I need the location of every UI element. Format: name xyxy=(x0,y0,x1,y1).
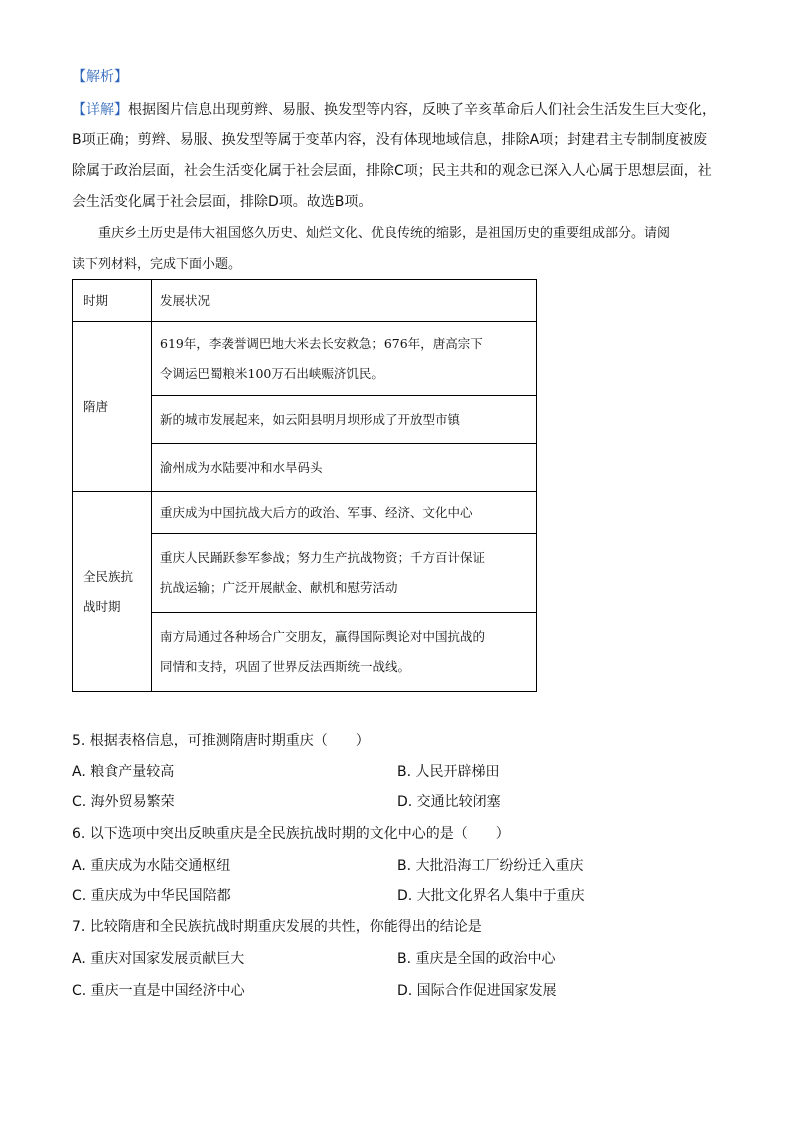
question-5-option-a[interactable]: A. 粮食产量较高 xyxy=(72,764,175,780)
question-6-option-b[interactable]: B. 大批沿海工厂纷纷迁入重庆 xyxy=(397,858,584,874)
table-row xyxy=(73,322,537,396)
header-status: 发展状况 xyxy=(152,280,537,322)
detail-tag: 【详解】 xyxy=(72,102,128,118)
question-7-option-b[interactable]: B. 重庆是全国的政治中心 xyxy=(397,951,556,967)
cell-line: 南方局通过各种场合广交朋友，赢得国际舆论对中国抗战的 xyxy=(160,629,486,644)
question-6-option-c[interactable]: C. 重庆成为中华民国陪都 xyxy=(72,888,231,904)
question-7-option-c[interactable]: C. 重庆一直是中国经济中心 xyxy=(72,983,245,999)
period-war xyxy=(73,492,152,692)
table-cell: 重庆成为中国抗战大后方的政治、军事、经济、文化中心 xyxy=(152,492,537,534)
question-5-option-b[interactable]: B. 人民开辟梯田 xyxy=(397,764,500,780)
question-7-option-d[interactable]: D. 国际合作促进国家发展 xyxy=(397,983,557,999)
analysis-text: 根据图片信息出现剪辫、易服、换发型等内容，反映了辛亥革命后人们社会生活发生巨大变化， xyxy=(128,102,716,118)
question-5-stem: 5. 根据表格信息，可推测隋唐时期重庆（ ） xyxy=(72,733,370,749)
analysis-line-2: B项正确；剪辫、易服、换发型等属于变革内容，没有体现地域信息，排除A项；封建君主专制制度被废 xyxy=(72,132,708,148)
cell-line: 抗战运输；广泛开展献金、献机和慰劳活动 xyxy=(160,580,398,595)
history-table xyxy=(72,279,537,692)
period-war-line-2: 战时期 xyxy=(83,598,121,614)
question-5-option-d[interactable]: D. 交通比较闭塞 xyxy=(397,794,501,810)
cell-line: 重庆人民踊跃参军参战；努力生产抗战物资；千方百计保证 xyxy=(160,550,486,565)
table-header-row xyxy=(73,280,537,322)
header-period: 时期 xyxy=(73,280,152,322)
cell-line: 同情和支持，巩固了世界反法西斯统一战线。 xyxy=(160,659,411,674)
intro-line-2: 读下列材料，完成下面小题。 xyxy=(72,257,242,272)
question-7-stem: 7. 比较隋唐和全民族抗战时期重庆发展的共性，你能得出的结论是 xyxy=(72,919,482,935)
table-cell xyxy=(152,613,537,692)
question-6-option-a[interactable]: A. 重庆成为水陆交通枢纽 xyxy=(72,858,231,874)
period-war-line-1: 全民族抗 xyxy=(83,568,134,584)
question-7-option-a[interactable]: A. 重庆对国家发展贡献巨大 xyxy=(72,951,245,967)
cell-line: 令调运巴蜀粮米100万石出峡赈济饥民。 xyxy=(160,365,384,381)
analysis-line-1 xyxy=(72,101,716,119)
table-cell: 新的城市发展起来，如云阳县明月坝形成了开放型市镇 xyxy=(152,396,537,444)
analysis-line-3: 除属于政治层面，社会生活变化属于社会层面，排除C项；民主共和的观念已深入人心属于思想层面，社 xyxy=(72,163,712,179)
question-6-option-d[interactable]: D. 大批文化界名人集中于重庆 xyxy=(397,888,585,904)
cell-line: 619年，李袭誉调巴地大米去长安救急；676年，唐高宗下 xyxy=(160,335,483,351)
table-cell xyxy=(152,322,537,396)
table-row xyxy=(73,492,537,534)
intro-line-1: 重庆乡土历史是伟大祖国悠久历史、灿烂文化、优良传统的缩影，是祖国历史的重要组成部分。请阅 xyxy=(98,226,671,241)
analysis-line-4: 会生活变化属于社会层面，排除D项。故选B项。 xyxy=(72,194,373,210)
analysis-header: 【解析】 xyxy=(72,69,128,85)
question-6-stem: 6. 以下选项中突出反映重庆是全民族抗战时期的文化中心的是（ ） xyxy=(72,826,510,842)
table-cell xyxy=(152,534,537,613)
table-cell: 渝州成为水陆要冲和水旱码头 xyxy=(152,444,537,492)
question-5-option-c[interactable]: C. 海外贸易繁荣 xyxy=(72,794,175,810)
period-sui-tang: 隋唐 xyxy=(73,322,152,492)
